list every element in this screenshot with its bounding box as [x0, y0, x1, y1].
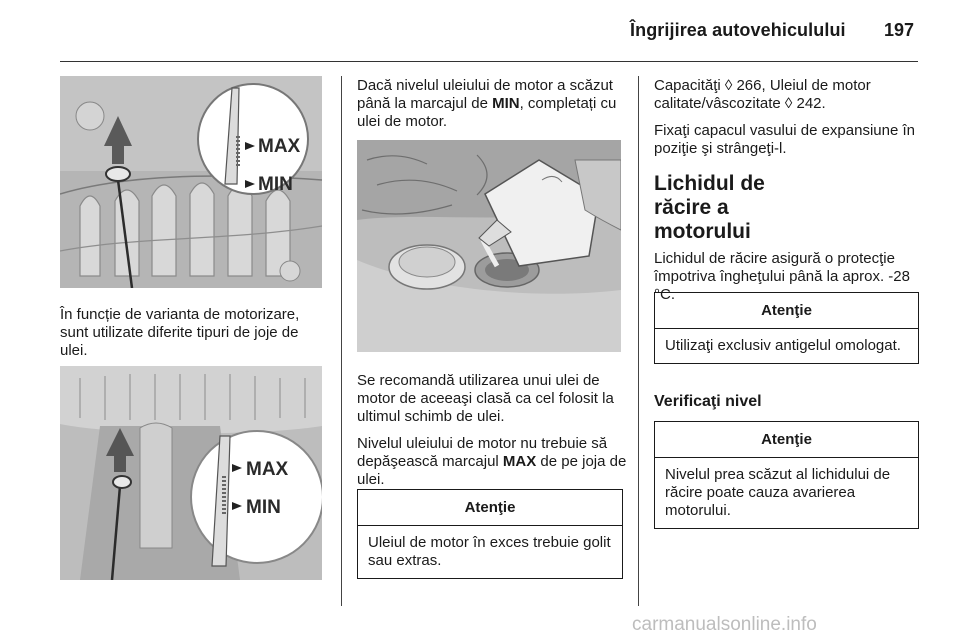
- coolant-level-warning-title: Atenţie: [655, 422, 918, 458]
- ref-arrow-icon: ◊: [784, 95, 793, 112]
- column-divider-1: [341, 76, 342, 606]
- oil-warning-body: Uleiul de motor în exces trebuie golit sau extras.: [368, 534, 611, 569]
- max-mark-label-2: MAX: [246, 459, 289, 480]
- dipstick-figure-1: [60, 76, 322, 288]
- header-divider: [60, 61, 918, 62]
- oil-warning-title: Atenţie: [358, 490, 622, 526]
- oil-refill-figure: [357, 140, 621, 352]
- column-divider-2: [638, 76, 639, 606]
- col2-intro-text: [357, 77, 627, 140]
- coolant-level-warning-box: [654, 421, 919, 529]
- antifreeze-warning-box: [654, 292, 919, 364]
- ref-arrow-icon: ◊: [724, 77, 733, 94]
- refill-paragraph: Dacă nivelul uleiului de motor a scăzut până la marcajul de MIN, completați cu ulei de motor.: [357, 77, 617, 130]
- capacities-paragraph: Capacităţi ◊ 266, Uleiul de motor calitate/vâscozitate ◊ 242.: [654, 77, 871, 112]
- coolant-protection-paragraph: Lichidul de răcire asigură o protecţie împotriva îngheţului până la aprox. -28 °C.: [654, 250, 910, 303]
- dipstick-figure-2: [60, 366, 322, 580]
- oil-max-paragraph: Nivelul uleiului de motor nu trebuie să depăşească marcajul MAX de pe joja de ulei.: [357, 435, 627, 488]
- col3-text: [654, 77, 924, 313]
- min-mark-label-1: MIN: [258, 174, 293, 195]
- page-number: 197: [884, 20, 915, 40]
- col2-body-text: [357, 372, 627, 498]
- oil-recommendation-paragraph: Se recomandă utilizarea unui ulei de motor de aceeaşi clasă ca cel folosit la ultimul schimb de ulei.: [357, 372, 614, 425]
- watermark: carmanualsonline.info: [632, 614, 817, 635]
- coolant-heading: Lichidul de răcire a motorului: [654, 172, 765, 243]
- dipstick-variants-paragraph: În funcție de varianta de motorizare, sunt utilizate diferite tipuri de joje de ulei.: [60, 306, 300, 359]
- check-level-subheading: Verificaţi nivel: [654, 393, 762, 410]
- antifreeze-warning-title: Atenţie: [655, 293, 918, 329]
- coolant-level-warning-body: Nivelul prea scăzut al lichidului de răcire poate cauza avarierea motorului.: [665, 466, 891, 519]
- antifreeze-warning-body: Utilizaţi exclusiv antigelul omologat.: [665, 337, 901, 354]
- col1-text: [60, 306, 330, 369]
- oil-warning-box: [357, 489, 623, 579]
- expansion-tank-paragraph: Fixaţi capacul vasului de expansiune în poziţie şi strângeţi-l.: [654, 122, 915, 157]
- section-title: Îngrijirea autovehiculului: [630, 20, 846, 40]
- min-mark-label-2: MIN: [246, 497, 281, 518]
- max-mark-label-1: MAX: [258, 136, 301, 157]
